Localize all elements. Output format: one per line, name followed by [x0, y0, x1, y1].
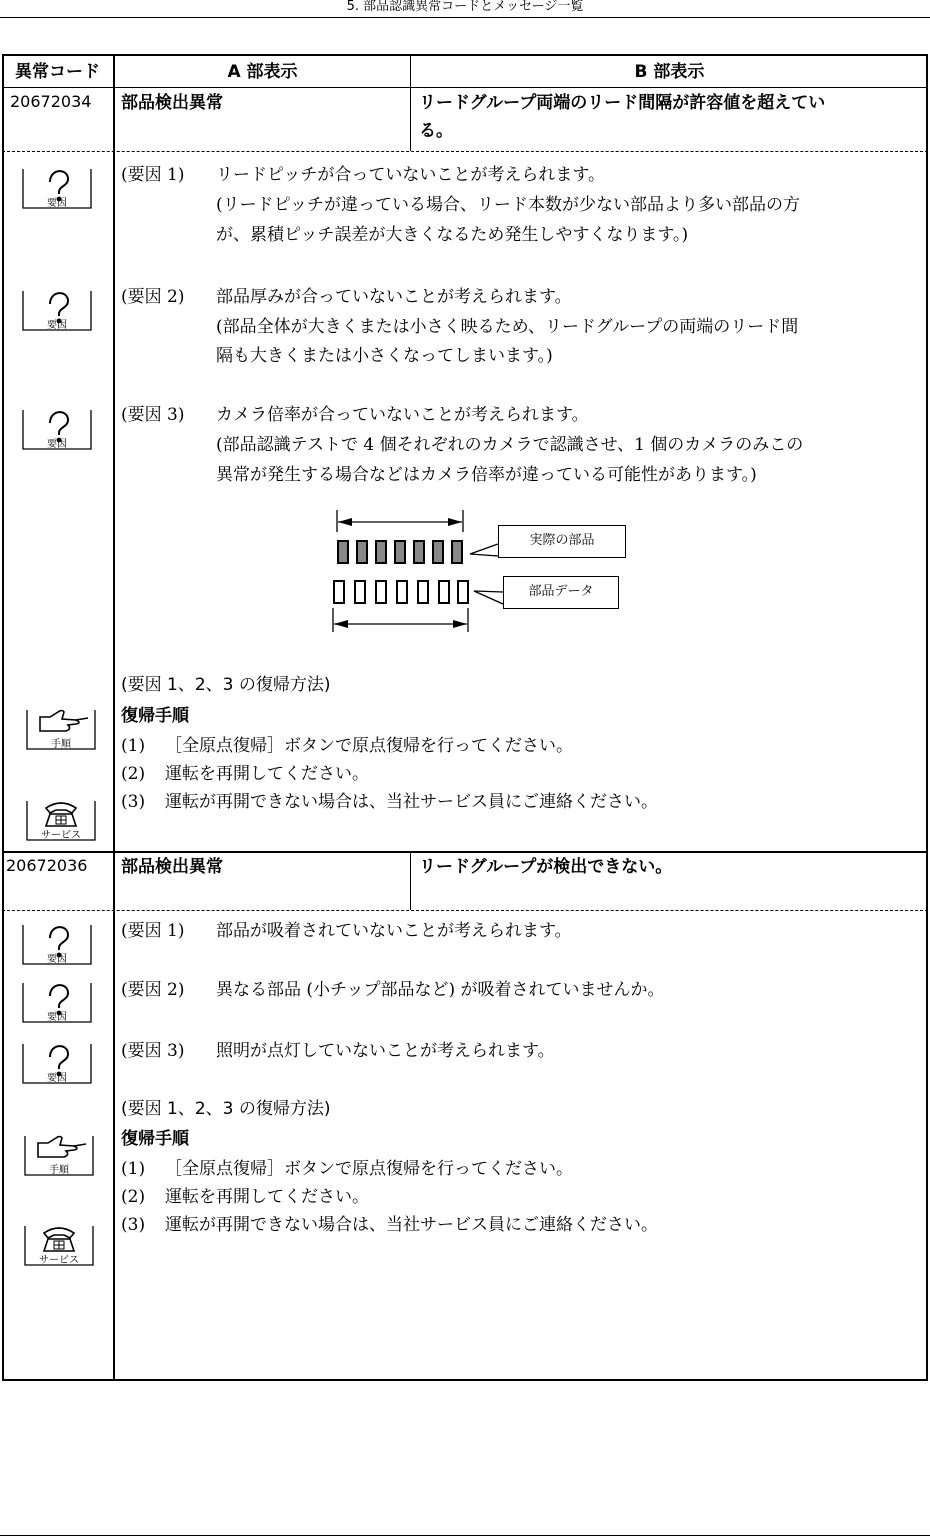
step-text: 運転が再開できない場合は、当社サービス員にご連絡ください。 [165, 792, 658, 812]
step-text: ［全原点復帰］ボタンで原点復帰を行ってください。 [165, 736, 573, 756]
step-number: (1) [121, 1159, 146, 1179]
error-code: 20672036 [6, 856, 88, 875]
cause-line: 異常が発生する場合などはカメラ倍率が違っている可能性があります。) [216, 465, 757, 485]
recovery-subtitle: 復帰手順 [121, 1129, 189, 1149]
cause-label: (要因 1) [121, 921, 185, 941]
actual-lead [413, 540, 425, 564]
cause-label: (要因 3) [121, 1041, 185, 1061]
b-display-text-line: リードグループ両端のリード間隔が許容値を超えてい [419, 93, 826, 113]
header-row-rule [2, 87, 928, 88]
cause-question-icon [22, 922, 92, 965]
recovery-title: (要因 1、2、3 の復帰方法) [121, 675, 331, 695]
col-header-b: B 部表示 [634, 62, 705, 82]
actual-lead [356, 540, 368, 564]
a-display-text: 部品検出異常 [121, 857, 223, 877]
cause-line: カメラ倍率が合っていないことが考えられます。 [216, 405, 589, 425]
cause-line: 部品厚みが合っていないことが考えられます。 [216, 287, 572, 307]
col-header-code: 異常コード [15, 62, 100, 82]
col-header-a: A 部表示 [227, 62, 298, 82]
procedure-icon-label: 手順 [51, 739, 71, 750]
service-icon-label: サービス [39, 1255, 79, 1266]
step-number: (3) [121, 1215, 146, 1235]
procedure-pointing-hand-icon [24, 1133, 94, 1176]
step-text: 運転を再開してください。 [165, 1187, 369, 1207]
service-icon-label: サービス [41, 830, 81, 841]
step-number: (2) [121, 764, 146, 784]
cause-icon-label: 要因 [47, 1073, 67, 1084]
code-column-divider [113, 55, 115, 1380]
data-lead [375, 580, 387, 604]
dashed-divider [2, 910, 928, 911]
lead-pitch-diagram [330, 510, 630, 635]
cause-question-icon [22, 407, 92, 450]
a-display-text: 部品検出異常 [121, 93, 223, 113]
cause-label: (要因 3) [121, 405, 185, 425]
cause-line: が、累積ピッチ誤差が大きくなるため発生しやすくなります。) [216, 225, 689, 245]
data-lead [417, 580, 429, 604]
actual-part-label: 実際の部品 [498, 525, 626, 558]
data-lead [457, 580, 469, 604]
data-lead [354, 580, 366, 604]
step-text: ［全原点復帰］ボタンで原点復帰を行ってください。 [165, 1159, 573, 1179]
cause-line: (部品全体が大きくまたは小さく映るため、リードグループの両端のリード間 [216, 317, 799, 337]
b-display-text-line: リードグループが検出できない。 [419, 857, 673, 877]
actual-lead [375, 540, 387, 564]
cause-icon-label: 要因 [47, 1012, 67, 1023]
procedure-icon-label: 手順 [49, 1165, 69, 1176]
data-lead [333, 580, 345, 604]
error-code: 20672034 [10, 92, 92, 111]
cause-icon-label: 要因 [47, 439, 67, 450]
service-telephone-icon [26, 798, 96, 841]
footer-rule [0, 1535, 930, 1536]
step-number: (2) [121, 1187, 146, 1207]
step-text: 運転を再開してください。 [165, 764, 369, 784]
part-data-label: 部品データ [503, 576, 619, 609]
step-text: 運転が再開できない場合は、当社サービス員にご連絡ください。 [165, 1215, 658, 1235]
cause-question-icon [22, 980, 92, 1023]
cause-question-icon [22, 166, 92, 209]
dashed-divider [2, 151, 928, 152]
cause-line: 異なる部品 (小チップ部品など) が吸着されていませんか。 [216, 980, 665, 1000]
cause-line: 部品が吸着されていないことが考えられます。 [216, 921, 572, 941]
page-header: 5. 部品認識異常コードとメッセージ一覧 [346, 0, 584, 14]
cause-line: リードピッチが合っていないことが考えられます。 [216, 165, 605, 185]
step-number: (1) [121, 736, 146, 756]
cause-label: (要因 1) [121, 165, 185, 185]
procedure-pointing-hand-icon [26, 707, 96, 750]
cause-question-icon [22, 1041, 92, 1084]
cause-icon-label: 要因 [47, 954, 67, 965]
step-number: (3) [121, 792, 146, 812]
actual-lead [432, 540, 444, 564]
cause-line: (リードピッチが違っている場合、リード本数が少ない部品より多い部品の方 [216, 195, 800, 215]
service-telephone-icon [24, 1223, 94, 1266]
data-lead [396, 580, 408, 604]
cause-icon-label: 要因 [47, 320, 67, 331]
actual-lead [394, 540, 406, 564]
cause-line: 照明が点灯していないことが考えられます。 [216, 1041, 555, 1061]
cause-icon-label: 要因 [47, 198, 67, 209]
cause-label: (要因 2) [121, 980, 185, 1000]
cause-label: (要因 2) [121, 287, 185, 307]
actual-lead [337, 540, 349, 564]
cause-line: 隔も大きくまたは小さくなってしまいます。) [216, 346, 553, 366]
header-rule [0, 17, 930, 18]
data-lead [438, 580, 450, 604]
b-display-text-line: る。 [419, 121, 453, 141]
actual-lead [451, 540, 463, 564]
cause-question-icon [22, 288, 92, 331]
recovery-title: (要因 1、2、3 の復帰方法) [121, 1099, 331, 1119]
ab-divider-2 [410, 853, 411, 910]
recovery-subtitle: 復帰手順 [121, 706, 189, 726]
cause-line: (部品認識テストで 4 個それぞれのカメラで認識させ、1 個のカメラのみこの [216, 435, 804, 455]
entry-divider [2, 851, 928, 853]
